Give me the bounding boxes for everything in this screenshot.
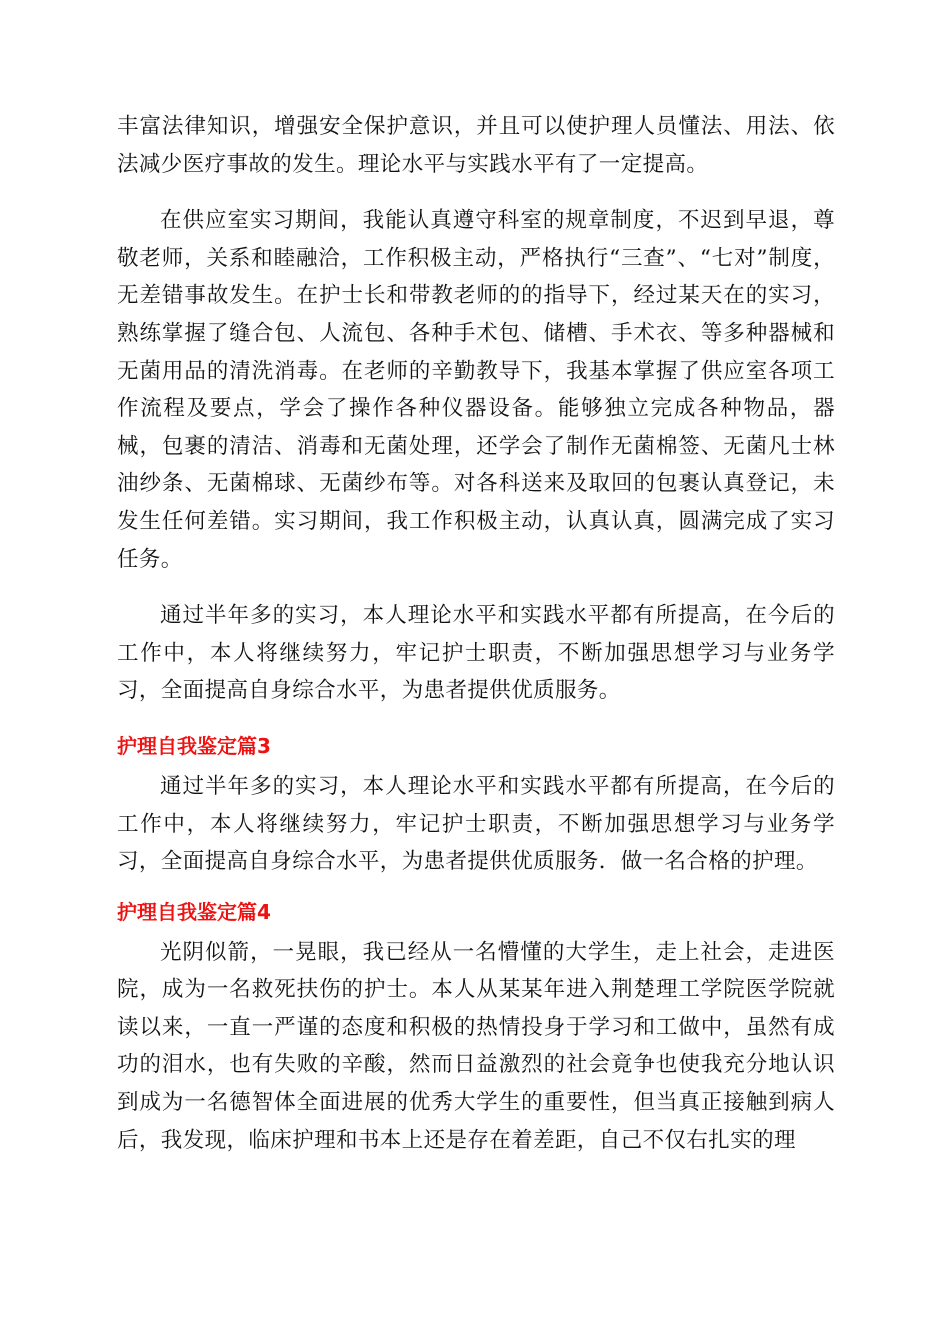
- section-heading-4: 护理自我鉴定篇4: [117, 899, 271, 924]
- document-page: [117, 108, 835, 1159]
- paragraph-law-knowledge: 丰富法律知识，增强安全保护意识，并且可以使护理人员懂法、用法、依法减少医疗事故的发生。理论水平与实践水平有了一定提高。: [117, 114, 835, 177]
- paragraph-internship-summary: 通过半年多的实习，本人理论水平和实践水平都有所提高，在今后的工作中，本人将继续努力，牢记护士职责，不断加强思想学习与业务学习，全面提高自身综合水平，为患者提供优质服务。: [117, 603, 835, 704]
- section-heading-3: 护理自我鉴定篇3: [117, 733, 271, 758]
- paragraph-supply-room-internship: 在供应室实习期间，我能认真遵守科室的规章制度，不迟到早退，尊敬老师，关系和睦融洽，工作积极主动，严格执行“三查”、“七对”制度，无差错事故发生。在护士长和带教老师的的指导下，经过某天在的实习，熟练掌握了缝合包、人流包、各种手术包、储槽、手术衣、等多种器械和无菌用品的清洗消毒。在老师的辛勤教导下，我基本掌握了供应室各项工作流程及要点，学会了操作各种仪器设备。能够独立完成各种物品，器械，包裹的清洁、消毒和无菌处理，还学会了制作无菌棉签、无菌凡士林油纱条、无菌棉球、无菌纱布等。对各科送来及取回的包裹认真登记，未发生任何差错。实习期间，我工作积极主动，认真认真，圆满完成了实习任务。: [117, 208, 835, 572]
- section-4-paragraph: 光阴似箭，一晃眼，我已经从一名懵懂的大学生，走上社会，走进医院，成为一名救死扶伤的护士。本人从某某年进入荆楚理工学院医学院就读以来，一直一严谨的态度和积极的热情投身于学习和工做中，虽然有成功的泪水，也有失败的辛酸，然而日益激烈的社会竟争也使我充分地认识到成为一名德智体全面进展的优秀大学生的重要性，但当真正接触到病人后，我发现，临床护理和书本上还是存在着差距，自己不仅右扎实的理: [117, 939, 835, 1153]
- section-3-paragraph: 通过半年多的实习，本人理论水平和实践水平都有所提高，在今后的工作中，本人将继续努力，牢记护士职责，不断加强思想学习与业务学习，全面提高自身综合水平，为患者提供优质服务．做一名合格的护理。: [117, 773, 835, 875]
